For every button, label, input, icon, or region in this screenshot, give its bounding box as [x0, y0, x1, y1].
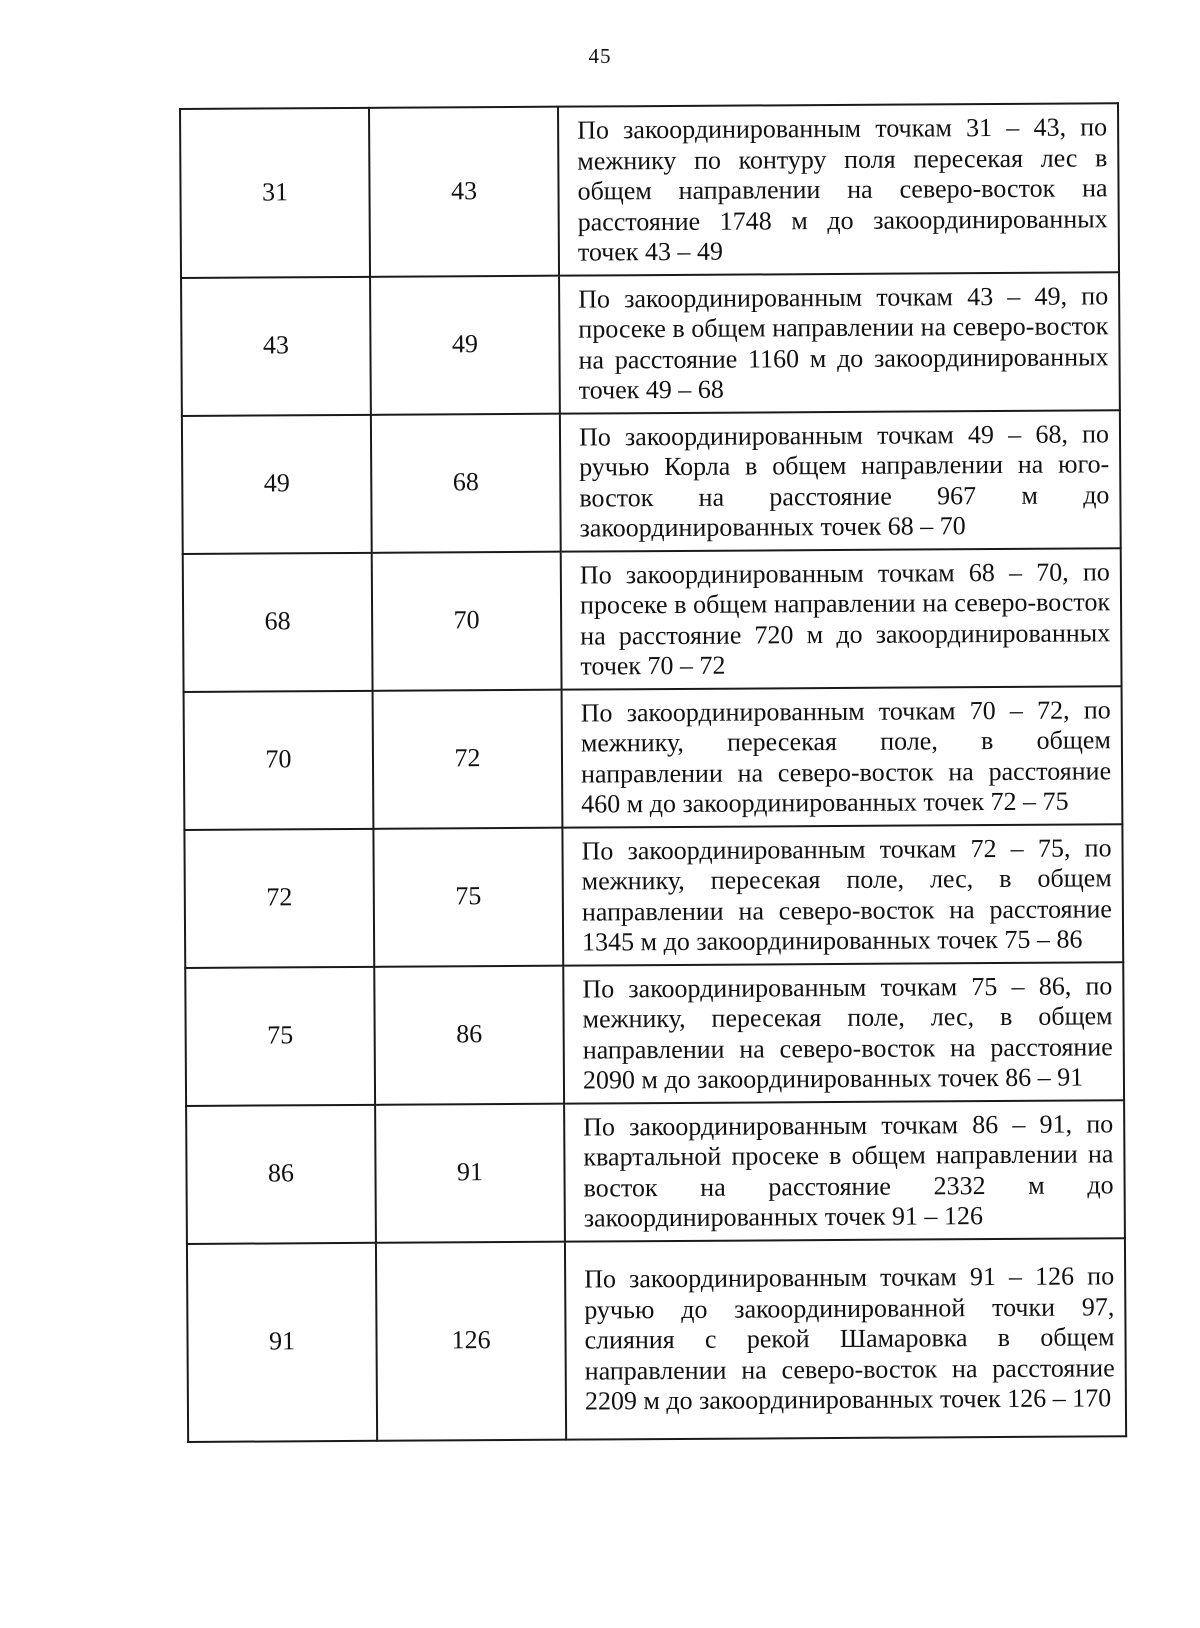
table-row — [184, 824, 1123, 968]
table-row — [181, 272, 1120, 416]
route-description-cell: По закоординированным точкам 75 – 86, по межнику, пересекая поле, лес, в общем направлении на северо-восток на расстояние 2090 м до закоординированных точек 86 – 91 — [563, 962, 1124, 1103]
to-point-cell: 68 — [371, 413, 561, 552]
table-row — [186, 1100, 1125, 1244]
from-point-cell: 70 — [184, 690, 374, 829]
from-point-cell: 31 — [180, 108, 370, 278]
from-point-cell: 43 — [181, 276, 371, 415]
table-row — [183, 548, 1122, 692]
from-point-cell: 86 — [186, 1104, 376, 1243]
from-point-cell: 91 — [187, 1242, 377, 1441]
from-point-cell: 75 — [185, 966, 375, 1105]
from-point-cell: 72 — [184, 828, 374, 967]
to-point-cell: 126 — [376, 1241, 566, 1440]
table-row — [184, 686, 1123, 830]
to-point-cell: 70 — [372, 551, 562, 690]
table-row — [182, 410, 1121, 554]
to-point-cell: 49 — [370, 275, 560, 414]
from-point-cell: 68 — [183, 552, 373, 691]
to-point-cell: 91 — [375, 1103, 565, 1242]
route-description-cell: По закоординированным точкам 70 – 72, по межнику, пересекая поле, в общем направлении на северо-восток на расстояние 460 м до закоординированных точек 72 – 75 — [562, 686, 1123, 827]
to-point-cell: 72 — [373, 689, 563, 828]
to-point-cell: 43 — [369, 107, 559, 277]
route-description-cell: По закоординированным точкам 68 – 70, по просеке в общем направлении на северо-восток на расстояние 720 м до закоординированных точек 70 – 72 — [561, 548, 1122, 689]
page-number: 45 — [588, 44, 612, 68]
route-description-cell: По закоординированным точкам 72 – 75, по межнику, пересекая поле, лес, в общем направлении на северо-восток на расстояние 1345 м до закоординированных точек 75 – 86 — [562, 824, 1123, 965]
route-description-cell: По закоординированным точкам 91 – 126 по ручью до закоординированной точки 97, слияния с рекой Шамаровка в общем направлении на северо-восток на расстояние 2209 м до закоординированных точек 126 – 170 — [565, 1238, 1126, 1439]
to-point-cell: 86 — [374, 965, 564, 1104]
table-row — [185, 962, 1124, 1106]
to-point-cell: 75 — [373, 827, 563, 966]
table-row — [187, 1238, 1126, 1442]
route-description-cell: По закоординированным точкам 86 – 91, по квартальной просеке в общем направлении на восток на расстояние 2332 м до закоординированных точек 91 – 126 — [564, 1100, 1125, 1241]
route-description-cell: По закоординированным точкам 31 – 43, по межнику по контуру поля пересекая лес в общем направлении на северо-восток на расстояние 1748 м до закоординированных точек 43 – 49 — [558, 103, 1119, 275]
table-row — [180, 103, 1119, 277]
route-description-cell: По закоординированным точкам 49 – 68, по ручью Корла в общем направлении на юго-восток на расстояние 967 м до закоординированных точек 68 – 70 — [560, 410, 1121, 551]
from-point-cell: 49 — [182, 414, 372, 553]
boundary-description-table — [179, 102, 1127, 1442]
route-description-cell: По закоординированным точкам 43 – 49, по просеке в общем направлении на северо-восток на расстояние 1160 м до закоординированных точек 49 – 68 — [559, 272, 1120, 413]
